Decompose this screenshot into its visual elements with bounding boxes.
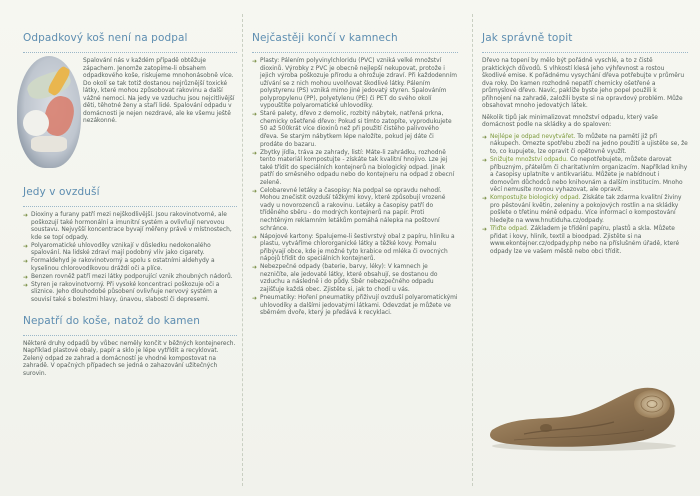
arrow-right-icon: ➜: [482, 157, 488, 165]
list-item: [482, 134, 688, 157]
arrow-right-icon: ➜: [23, 273, 29, 281]
wooden-log-image: [484, 376, 682, 452]
column-divider: [242, 14, 243, 486]
list-item: [252, 150, 458, 188]
list-item-text: Celobarevné letáky a časopisy: Na podpal se opravdu nehodí. Mohou znečistit ovzduší těžkými kovy, které způsobují vrozené vady u novorozenců a rakovinu. Letáky a časopisy patří do tříděného sběru - do modrých kontejnerů na papír. Proti nechtěným reklamním letákům pomáhá nálepka na poštovní schránce.: [260, 187, 446, 232]
toxins-list: [23, 212, 237, 305]
list-item: [23, 274, 237, 282]
arrow-right-icon: ➜: [23, 258, 29, 266]
list-item: [23, 243, 237, 258]
arrow-right-icon: ➜: [23, 212, 29, 219]
heading-jak-spravne-topit: Jak správně topit: [482, 32, 573, 44]
tip-highlight: Třiďte odpad.: [490, 225, 529, 232]
arrow-right-icon: ➜: [482, 225, 488, 233]
list-item-text: Nebezpečné odpady (baterie, barvy, léky): V kamnech je nezničíte, ale jedovaté látky, které obsahují, se dostanou do vzduchu a následně i do půdy. Sběr nebezpečného odpadu zajišťuje každá obec. Zjistěte si, jak to chodí u vás.: [260, 264, 438, 293]
heading-rule: [23, 335, 237, 336]
heading-rule: [482, 52, 688, 53]
list-item-text: Zbytky jídla, tráva ze zahrady, listí: Máte-li zahrádku, rozhodně tento materiál kompostujte - získáte tak kvalitní hnojivo. Lze jej také třídit do speciálních kontejnerů na biologický odpad. Jinak patří do směsného odpadu nebo do kontejneru na odpad z obecní zeleně.: [260, 149, 455, 186]
list-item: [252, 234, 458, 264]
arrow-right-icon: ➜: [252, 187, 258, 195]
heading-odpadkovy-kos: Odpadkový koš není na podpal: [23, 32, 188, 44]
list-item: [23, 258, 237, 273]
column-divider: [472, 14, 473, 486]
arrow-right-icon: ➜: [23, 281, 29, 289]
column-middle: [252, 18, 458, 488]
paragraph: Několik tipů jak minimalizovat množství odpadu, který vaše domácnost podle na skládky a do spaloven:: [482, 114, 658, 129]
list-item-text: Plasty: Pálením polyvinylchloridu (PVC) vzniká velké množství dioxinů. Výrobky z PVC je obecně nejlepší nekupovat, protože i jejich výroba poškozuje přírodu a ohrožuje zdraví. Při každodenním užívání se z nich mohou uvolňovat škodlivé látky. Pálením polystyrenu (PS) vzniká mimo jiné jedovatý styren. Spalováním polypropylenu (PP), polyetylenu (PE) či PET do svého okolí vypouštíte polyaromatické uhlovodíky.: [260, 58, 458, 110]
waste-basin-image: [17, 56, 81, 168]
list-item: [252, 188, 458, 233]
list-item-text: Staré palety, dřevo z demolic, rozbitý nábytek, natřená prkna, chemicky ošetřené dřevo: Pokud si tímto zatopíte, vyprodukujete 50 až 500krát více dioxinů než při použití čistého palivového dřeva. Se starým nábytkem lépe naložíte, pokud jej dáte či prodáte do bazaru.: [260, 111, 452, 148]
paragraph: Některé druhy odpadů by vůbec neměly končit v běžných kontejnerech. Například plastové obaly, papír a sklo je lépe vytřídit a recyklovat. Zelený odpad ze zahrad a domácností je vhodné kompostovat na zahradě. V opačných případech se jedná o zahazování užitečných surovin.: [23, 340, 236, 377]
list-item: [252, 264, 458, 294]
heading-rule: [23, 206, 237, 207]
heading-rule: [23, 52, 237, 53]
arrow-right-icon: ➜: [482, 133, 488, 141]
intro-block: [23, 58, 237, 176]
list-item-text: Benzen rovněž patří mezi látky podporující vznik zhoubných nádorů.: [31, 273, 233, 280]
heading-nejcasteji-konci: Nejčastěji končí v kamnech: [252, 32, 398, 44]
arrow-right-icon: ➜: [252, 58, 258, 65]
list-item: [23, 212, 237, 242]
tip-text: Získáte tak zdarma kvalitní živiny pro pěstování květin, zeleniny a pokojových rostlin a na skládky pošlete o třetinu méně odpadu. Více informací o kompostování hledejte na www.hnutiduha.cz/odpady.: [490, 195, 682, 224]
paragraph: Dřevo na topení by mělo být pořádně vyschlé, a to z čistě praktických důvodů. S vlhkostí klesá jeho výhřevnost a rostou škodlivé emise. K pořádnému vysychání dřeva potřebujte v průměru dva roky. Do kamen rozhodně nepatří chemicky ošetřené a průmyslové dřevo. Navíc, pakliže byste jeho popel použili k přihnojení na zahradě, založili byste si na opravdový problém. Může obsahovat mnoho jedovatých látek.: [482, 58, 685, 110]
list-item: [252, 58, 458, 111]
tip-highlight: Kompostujte biologický odpad.: [490, 195, 581, 202]
arrow-right-icon: ➜: [252, 233, 258, 241]
arrow-right-icon: ➜: [252, 149, 258, 157]
list-item: [252, 111, 458, 149]
arrow-right-icon: ➜: [252, 111, 258, 119]
tips-list: [482, 134, 688, 256]
heading-rule: [252, 52, 458, 53]
tip-text: Základem je třídění papíru, plastů a skla. Můžete přidat i kovy, hliník, textil a bioodpad. Zjistěte si na www.ekontejner.cz/odpady.php nebo na příslušném úřadě, které odpady lze ve vašem městě nebo obci třídit.: [490, 225, 680, 255]
arrow-right-icon: ➜: [252, 264, 258, 272]
list-item: [252, 295, 458, 318]
tip-text: To můžete na pamětí již při nákupech. Omezte spotřebu zboží na jedno použití a ujistěte se, že to, co kupujete, lze opravit či opětovně využít.: [490, 133, 688, 156]
list-item-text: Pneumatiky: Hoření pneumatiky přiživují ovzduší polyaromatickými uhlovodíky a dalšími jedovatými látkami. Odevzdat je můžete ve sběrném dvoře, který je předává k recyklaci.: [260, 294, 458, 317]
list-item-text: Styren je rakovinotvorný. Při vysoké koncentraci poškozuje oči a sliznice. Jeho dlouhodobé působení ovlivňuje nervový systém a souvisí také s bolestmi hlavy, únavou, slabostí či depresemi.: [31, 281, 220, 304]
column-left: [23, 18, 237, 488]
list-item-text: Dioxiny a furany patří mezi nejškodlivější. Jsou rakovinotvorné, ale poškozují také hormonální a imunitní systém a ovlivňují nervovou soustavu. Nejvyšší koncentrace byvají měřeny právě v místnostech, kde se topí odpady.: [31, 212, 232, 241]
arrow-right-icon: ➜: [252, 294, 258, 302]
list-item: [482, 226, 688, 256]
list-item: [23, 282, 237, 305]
tip-text: Co nepotřebujete, můžete darovat příbuzným, přátelům či charitativním organizacím. Například knihy a časopisy uplatníte v antikvariátu. Můžete je nabídnout i domovům důchodců nebo knihovnám a dalším institucím. Mnoho věcí nemusíte rovnou vyhazovat, ale opravit.: [490, 157, 688, 194]
tip-highlight: Snižujte množství odpadu.: [490, 157, 568, 164]
heading-nepatri-do-kose: Nepatří do koše, natož do kamen: [23, 314, 200, 327]
burned-items-list: [252, 58, 458, 318]
heading-jedy-v-ovzdusi: Jedy v ovzduší: [23, 186, 100, 198]
list-item: [482, 195, 688, 225]
arrow-right-icon: ➜: [482, 195, 488, 203]
tip-highlight: Nejlépe je odpad nevytvářet.: [490, 133, 576, 140]
list-item-text: Polyaromatické uhlovodíky vznikají v důsledku nedokonalého spalování. Na lidské zdraví mají podobný vliv jako cigarety.: [31, 242, 211, 257]
list-item-text: Formaldehyd je rakovinotvorný a spolu s ostatními aldehydy a kyselinou chlorovodíkovou dráždí oči a plíce.: [31, 258, 215, 272]
intro-paragraph: Spalování nás v každém případě obtěžuje zápachem. Jenomže zatopíme-li obsahem odpadkového koše, riskujeme mnohonásobně více. Do okolí se tak totiž dostanou nejrůznější toxické látky, které mohou způsobovat rakovinu a další vážné nemoci. Na jedy ve vzduchu jsou nejcitlivější děti, těhotné ženy a staří lidé. Spalování odpadu v domácnosti je nejen nezdravé, ale ke všemu ještě nezákonné.: [83, 58, 235, 125]
list-item-text: Nápojové kartony: Spalujeme-li šestivrstvý obal z papíru, hliníku a plastu, vytváříme chlororganické látky a těžké kovy. Pomalu přibývají obce, kde je možné tyto krabice od mléka či ovocných nápojů třídit do speciálních kontejnerů.: [260, 233, 455, 263]
arrow-right-icon: ➜: [23, 242, 29, 250]
list-item: [482, 157, 688, 195]
